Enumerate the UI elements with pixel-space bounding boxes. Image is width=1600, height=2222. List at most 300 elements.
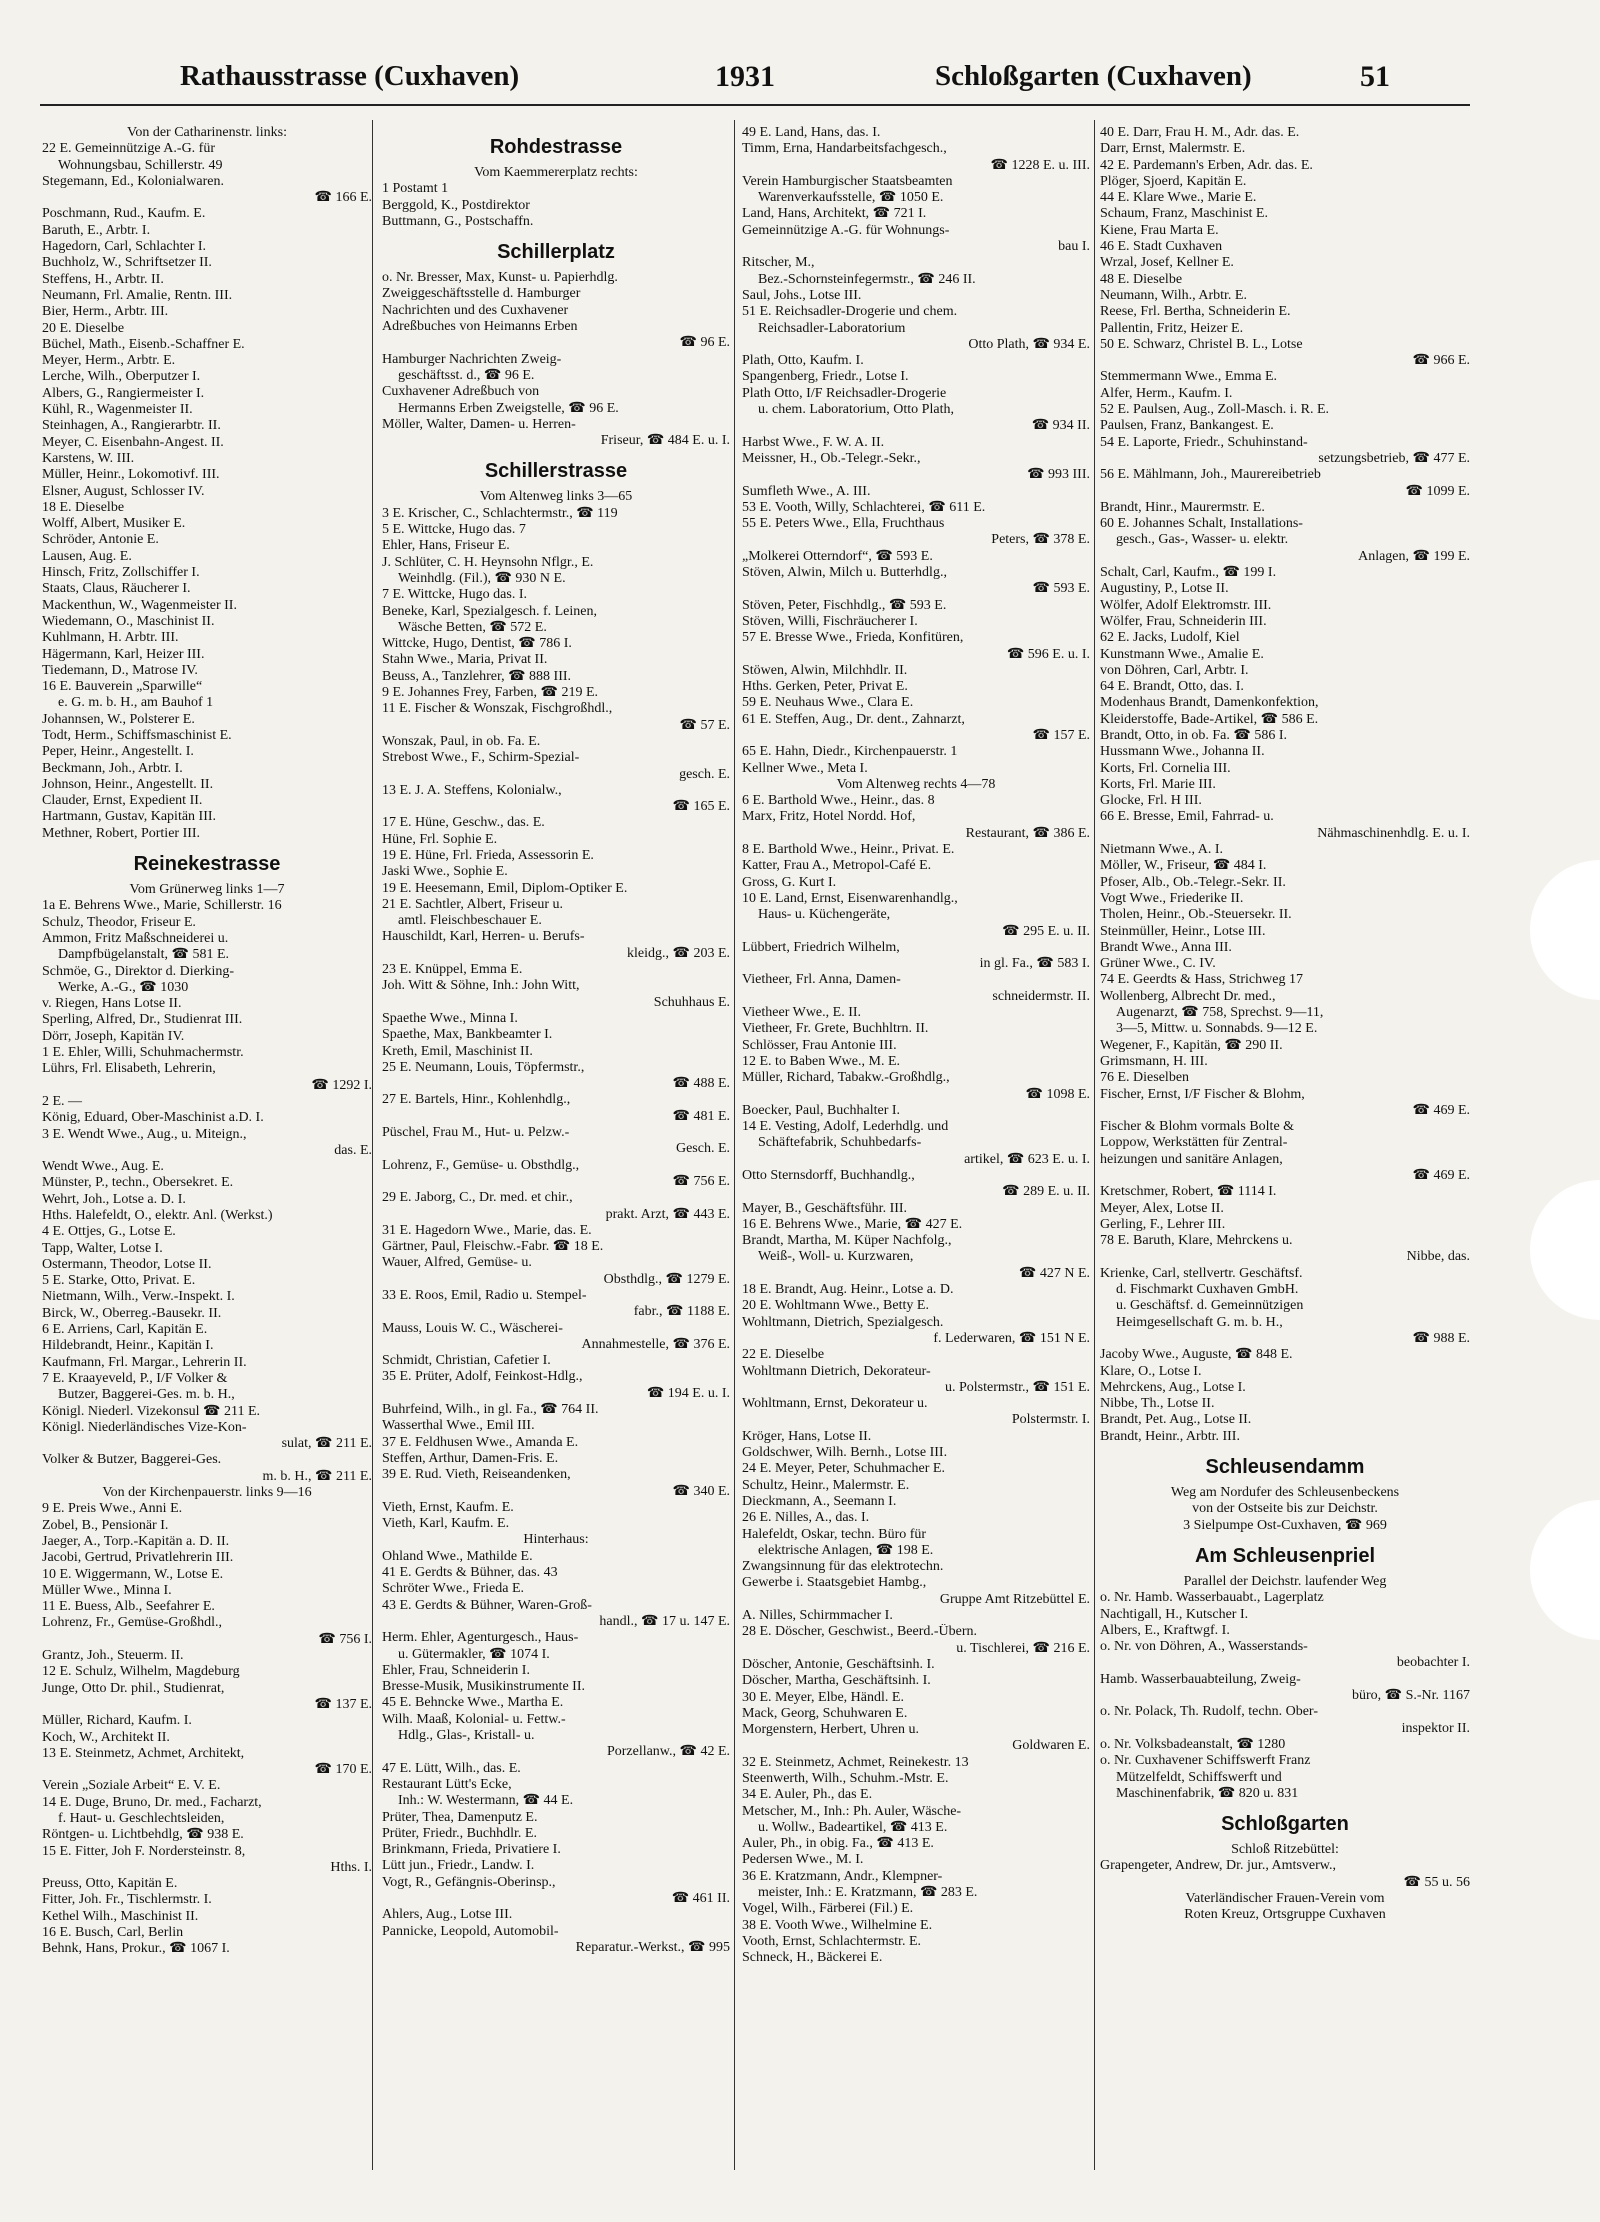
directory-entry: o. Nr. Bresser, Max, Kunst- u. Papierhdlg.	[382, 270, 618, 286]
directory-entry: 60 E. Johannes Schalt, Installations-	[1100, 516, 1303, 532]
column-divider	[734, 120, 735, 2170]
directory-entry: Clauder, Ernst, Expedient II.	[42, 793, 203, 809]
directory-entry: Lohrenz, Fr., Gemüse-Großhdl.,	[42, 1615, 223, 1631]
directory-entry: Vietheer Wwe., E. II.	[742, 1005, 862, 1021]
directory-entry: Hildebrandt, Heinr., Kapitän I.	[42, 1338, 214, 1354]
directory-entry: Schultz, Heinr., Malermstr. E.	[742, 1477, 910, 1493]
directory-entry: Adreßbuches von Heimanns Erben	[382, 319, 578, 335]
directory-entry: Baruth, E., Arbtr. I.	[42, 222, 151, 238]
directory-entry: Dieckmann, A., Seemann I.	[742, 1493, 897, 1509]
directory-entry: 3 E. Krischer, C., Schlachtermstr., ☎ 119	[382, 505, 618, 521]
directory-entry: Kretschmer, Robert, ☎ 1114 I.	[1100, 1184, 1277, 1200]
directory-entry: 47 E. Lütt, Wilh., das. E.	[382, 1760, 521, 1776]
directory-entry: Reparatur.-Werkst., ☎ 995	[575, 1939, 730, 1955]
directory-entry: Neumann, Wilh., Arbtr. E.	[1100, 287, 1247, 303]
directory-entry: 13 E. J. A. Steffens, Kolonialw.,	[382, 782, 562, 798]
directory-entry: Restaurant Lütt's Ecke,	[382, 1776, 512, 1792]
directory-entry: 1 E. Ehler, Willi, Schuhmachermstr.	[42, 1045, 244, 1061]
directory-entry: Vooth, Ernst, Schlachtermstr. E.	[742, 1933, 921, 1949]
directory-entry: Darr, Ernst, Malermstr. E.	[1100, 141, 1246, 157]
street-heading: Schloßgarten	[1221, 1813, 1349, 1836]
directory-entry: meister, Inh.: E. Kratzmann, ☎ 283 E.	[758, 1885, 978, 1901]
directory-entry: 49 E. Land, Hans, das. I.	[742, 125, 881, 140]
directory-entry: Hauschildt, Karl, Herren- u. Berufs-	[382, 929, 585, 945]
directory-entry: Buchholz, W., Schriftsetzer II.	[42, 255, 212, 271]
directory-entry: 2 E. —	[42, 1093, 83, 1109]
directory-entry: ☎ 966 E.	[1412, 353, 1470, 369]
directory-entry: „Molkerei Otterndorf“, ☎ 593 E.	[742, 548, 933, 564]
directory-entry: Sperling, Alfred, Dr., Studienrat III.	[42, 1012, 243, 1028]
directory-entry: Brinkmann, Frieda, Privatiere I.	[382, 1842, 561, 1858]
directory-entry: Kleiderstoffe, Bade-Artikel, ☎ 586 E.	[1100, 711, 1319, 727]
directory-entry: 5 E. Starke, Otto, Privat. E.	[42, 1273, 196, 1289]
directory-entry: 12 E. to Baben Wwe., M. E.	[742, 1053, 900, 1069]
directory-entry: Stegemann, Ed., Kolonialwaren.	[42, 173, 224, 189]
directory-entry: Harbst Wwe., F. W. A. II.	[742, 434, 885, 450]
directory-entry: 38 E. Vooth Wwe., Wilhelmine E.	[742, 1917, 933, 1933]
directory-column-4	[1100, 125, 1470, 1924]
directory-entry: 42 E. Pardemann's Erben, Adr. das. E.	[1100, 157, 1313, 173]
directory-entry: Brandt, Martha, M. Küper Nachfolg.,	[742, 1233, 952, 1249]
directory-entry: Alfer, Herm., Kaufm. I.	[1100, 385, 1233, 401]
directory-entry: 7 E. Kraayeveld, P., I/F Volker &	[42, 1370, 228, 1386]
directory-entry: 22 E. Dieselbe	[742, 1347, 825, 1363]
directory-entry: Nietmann Wwe., A. I.	[1100, 842, 1223, 858]
directory-entry: 66 E. Bresse, Emil, Fahrrad- u.	[1100, 809, 1274, 825]
directory-entry: ☎ 340 E.	[672, 1483, 730, 1499]
directory-entry: Steinhagen, A., Rangierarbtr. II.	[42, 418, 221, 434]
directory-entry: 54 E. Laporte, Friedr., Schuhinstand-	[1100, 434, 1308, 450]
directory-entry: büro, ☎ S.-Nr. 1167	[1351, 1688, 1470, 1704]
directory-entry: u. Tischlerei, ☎ 216 E.	[956, 1640, 1090, 1656]
directory-entry: Schmöe, G., Direktor d. Dierking-	[42, 963, 235, 979]
directory-entry: 20 E. Dieselbe	[42, 320, 125, 336]
directory-entry: ☎ 165 E.	[672, 799, 730, 815]
directory-entry: 32 E. Steinmetz, Achmet, Reinekestr. 13	[742, 1754, 969, 1770]
directory-entry: Ammon, Fritz Maßschneiderei u.	[42, 930, 229, 946]
directory-entry: Goldschwer, Wilh. Bernh., Lotse III.	[742, 1445, 948, 1461]
directory-entry: o. Nr. Polack, Th. Rudolf, techn. Ober-	[1100, 1704, 1318, 1720]
directory-entry: Johannsen, W., Polsterer E.	[42, 711, 195, 727]
directory-entry: 74 E. Geerdts & Hass, Strichweg 17	[1100, 972, 1303, 988]
directory-entry: 35 E. Prüter, Adolf, Feinkost-Hdlg.,	[382, 1369, 583, 1385]
directory-entry: amtl. Fleischbeschauer E.	[398, 913, 542, 929]
directory-entry: Joh. Witt & Söhne, Inh.: John Witt,	[382, 978, 580, 994]
directory-entry: Verein Hamburgischer Staatsbeamten	[742, 173, 953, 189]
directory-entry: Zobel, B., Pensionär I.	[42, 1517, 169, 1533]
street-heading: Reinekestrasse	[133, 853, 281, 876]
directory-entry: Stöven, Willi, Fischräucherer I.	[742, 613, 918, 629]
directory-entry: Zweiggeschäftsstelle d. Hamburger	[382, 286, 581, 302]
directory-entry: ☎ 756 E.	[672, 1173, 730, 1189]
directory-entry: 18 E. Brandt, Aug. Heinr., Lotse a. D.	[742, 1282, 954, 1298]
directory-entry: Metscher, M., Inh.: Ph. Auler, Wäsche-	[742, 1803, 962, 1819]
directory-entry: Tholen, Heinr., Ob.-Steuersekr. II.	[1100, 907, 1292, 923]
directory-entry: Kiene, Frau Marta E.	[1100, 222, 1219, 238]
directory-entry: prakt. Arzt, ☎ 443 E.	[605, 1206, 730, 1222]
directory-entry: Lausen, Aug. E.	[42, 548, 132, 564]
directory-entry: Nietmann, Wilh., Verw.-Inspekt. I.	[42, 1289, 235, 1305]
directory-entry: gesch., Gas-, Wasser- u. elektr.	[1116, 532, 1289, 548]
directory-entry: Schmidt, Christian, Cafetier I.	[382, 1353, 551, 1369]
directory-entry: Von der Kirchenpauerstr. links 9—16	[102, 1485, 312, 1501]
directory-entry: Hths. I.	[330, 1859, 372, 1875]
directory-entry: Augustiny, P., Lotse II.	[1100, 581, 1229, 597]
directory-entry: Hdlg., Glas-, Kristall- u.	[398, 1728, 535, 1744]
directory-entry: Nachrichten und des Cuxhavener	[382, 302, 569, 318]
directory-entry: Zwangsinnung für das elektrotechn.	[742, 1559, 944, 1575]
directory-column-3	[742, 125, 1090, 1967]
directory-entry: 6 E. Arriens, Carl, Kapitän E.	[42, 1322, 208, 1338]
directory-entry: Haus- u. Küchengeräte,	[758, 907, 891, 923]
binder-hole	[1530, 1500, 1600, 1640]
directory-entry: Meyer, Herm., Arbtr. E.	[42, 353, 176, 369]
directory-entry: 12 E. Schulz, Wilhelm, Magdeburg	[42, 1664, 240, 1680]
directory-entry: ☎ 596 E. u. I.	[1006, 646, 1090, 662]
directory-entry: Sumfleth Wwe., A. III.	[742, 483, 871, 499]
directory-entry: Spaethe, Max, Bankbeamter I.	[382, 1027, 553, 1043]
directory-entry: 61 E. Steffen, Aug., Dr. dent., Zahnarzt,	[742, 711, 965, 727]
directory-entry: Mehrckens, Aug., Lotse I.	[1100, 1379, 1246, 1395]
directory-entry: Ritscher, M.,	[742, 255, 815, 271]
directory-entry: ☎ 1228 E. u. III.	[990, 157, 1090, 173]
directory-entry: Stöven, Peter, Fischhdlg., ☎ 593 E.	[742, 597, 947, 613]
directory-entry: Brandt Wwe., Anna III.	[1100, 939, 1232, 955]
directory-entry: 30 E. Meyer, Elbe, Händl. E.	[742, 1689, 904, 1705]
directory-entry: Ahlers, Aug., Lotse III.	[382, 1907, 513, 1923]
directory-entry: Pfoser, Alb., Ob.-Telegr.-Sekr. II.	[1100, 874, 1286, 890]
directory-entry: Meyer, C. Eisenbahn-Angest. II.	[42, 434, 224, 450]
directory-entry: Verein „Soziale Arbeit“ E. V. E.	[42, 1778, 221, 1794]
directory-entry: Müller, Richard, Tabakw.-Großhdlg.,	[742, 1070, 950, 1086]
directory-entry: 16 E. Behrens Wwe., Marie, ☎ 427 E.	[742, 1216, 963, 1232]
directory-entry: Staats, Claus, Räucherer I.	[42, 581, 191, 597]
directory-entry: 6 E. Barthold Wwe., Heinr., das. 8	[742, 793, 935, 809]
directory-entry: f. Lederwaren, ☎ 151 N E.	[933, 1330, 1090, 1346]
directory-entry: ☎ 194 E. u. I.	[646, 1385, 730, 1401]
directory-entry: 31 E. Hagedorn Wwe., Marie, das. E.	[382, 1222, 592, 1238]
directory-entry: 3 Sielpumpe Ost-Cuxhaven, ☎ 969	[1183, 1517, 1387, 1533]
directory-entry: ☎ 1098 E.	[1025, 1086, 1090, 1102]
directory-entry: Vom Altenweg rechts 4—78	[836, 776, 996, 792]
directory-entry: Stöven, Alwin, Milch u. Butterhdlg.,	[742, 565, 947, 581]
directory-entry: 16 E. Busch, Carl, Berlin	[42, 1925, 184, 1941]
directory-entry: v. Riegen, Hans Lotse II.	[42, 996, 182, 1012]
directory-entry: Prüter, Thea, Damenputz E.	[382, 1809, 538, 1825]
directory-entry: 25 E. Neumann, Louis, Töpfermstr.,	[382, 1059, 585, 1075]
directory-entry: Loppow, Werkstätten für Zentral-	[1100, 1135, 1288, 1151]
directory-entry: Wohnungsbau, Schillerstr. 49	[58, 157, 223, 173]
directory-entry: Marx, Fritz, Hotel Nordd. Hof,	[742, 809, 916, 825]
directory-entry: Steffen, Arthur, Damen-Fris. E.	[382, 1450, 559, 1466]
directory-entry: 37 E. Feldhusen Wwe., Amanda E.	[382, 1434, 579, 1450]
directory-entry: 1a E. Behrens Wwe., Marie, Schillerstr. 16	[42, 898, 282, 914]
directory-entry: ☎ 170 E.	[314, 1762, 372, 1778]
directory-entry: 34 E. Auler, Ph., das E.	[742, 1787, 873, 1803]
directory-entry: Königl. Niederländisches Vize-Kon-	[42, 1419, 247, 1435]
directory-entry: Möller, W., Friseur, ☎ 484 I.	[1100, 858, 1267, 874]
directory-entry: Johnson, Heinr., Angestellt. II.	[42, 776, 214, 792]
directory-entry: ☎ 461 II.	[671, 1890, 730, 1906]
directory-entry: Mack, Georg, Schuhwaren E.	[742, 1705, 908, 1721]
directory-entry: von Döhren, Carl, Arbtr. I.	[1100, 662, 1249, 678]
directory-entry: ☎ 55 u. 56	[1403, 1874, 1470, 1890]
directory-entry: Albers, E., Kraftwgf. I.	[1100, 1622, 1230, 1638]
directory-entry: Anlagen, ☎ 199 E.	[1358, 548, 1470, 564]
directory-entry: 64 E. Brandt, Otto, das. I.	[1100, 679, 1244, 695]
directory-entry: Kröger, Hans, Lotse II.	[742, 1428, 872, 1444]
directory-entry: Wasserthal Wwe., Emil III.	[382, 1418, 535, 1434]
directory-entry: Timm, Erna, Handarbeitsfachgesch.,	[742, 141, 947, 157]
directory-entry: Lübbert, Friedrich Wilhelm,	[742, 939, 900, 955]
directory-entry: Vogt Wwe., Friederike II.	[1100, 890, 1244, 906]
directory-entry: das. E.	[334, 1142, 372, 1158]
directory-entry: Saul, Johs., Lotse III.	[742, 287, 862, 303]
directory-entry: Otto Plath, ☎ 934 E.	[968, 336, 1090, 352]
directory-entry: Goldwaren E.	[1012, 1738, 1090, 1754]
directory-entry: Meyer, Alex, Lotse II.	[1100, 1200, 1224, 1216]
directory-entry: Klare, O., Lotse I.	[1100, 1363, 1202, 1379]
directory-entry: Spangenberg, Friedr., Lotse I.	[742, 369, 909, 385]
directory-entry: Birck, W., Oberreg.-Bausekr. II.	[42, 1305, 222, 1321]
directory-entry: d. Fischmarkt Cuxhaven GmbH.	[1116, 1282, 1299, 1298]
directory-entry: Werke, A.-G., ☎ 1030	[58, 979, 189, 995]
directory-entry: König, Eduard, Ober-Maschinist a.D. I.	[42, 1110, 264, 1126]
directory-entry: Augenarzt, ☎ 758, Sprechst. 9—11,	[1116, 1005, 1324, 1021]
directory-entry: 41 E. Gerdts & Bühner, das. 43	[382, 1565, 558, 1581]
directory-entry: f. Haut- u. Geschlechtsleiden,	[58, 1810, 225, 1826]
directory-entry: Grimsmann, H. III.	[1100, 1053, 1208, 1069]
directory-entry: Hamburger Nachrichten Zweig-	[382, 351, 562, 367]
directory-entry: Wölfer, Frau, Schneiderin III.	[1100, 613, 1267, 629]
directory-entry: Gärtner, Paul, Fleischw.-Fabr. ☎ 18 E.	[382, 1239, 604, 1255]
directory-entry: 29 E. Jaborg, C., Dr. med. et chir.,	[382, 1190, 573, 1206]
directory-entry: inspektor II.	[1401, 1720, 1470, 1736]
directory-entry: Fischer, Ernst, I/F Fischer & Blohm,	[1100, 1086, 1305, 1102]
directory-entry: Gross, G. Kurt I.	[742, 874, 837, 890]
directory-entry: ☎ 988 E.	[1412, 1330, 1470, 1346]
page-number: 51	[1360, 60, 1390, 93]
directory-entry: Wendt Wwe., Aug. E.	[42, 1159, 164, 1175]
directory-entry: Grapengeter, Andrew, Dr. jur., Amtsverw.,	[1100, 1858, 1336, 1874]
directory-entry: Elsner, August, Schlosser IV.	[42, 483, 205, 499]
directory-entry: Hagedorn, Carl, Schlachter I.	[42, 239, 207, 255]
directory-entry: Buttmann, G., Postschaffn.	[382, 213, 534, 229]
header-rule	[40, 104, 1470, 106]
directory-entry: Pallentin, Fritz, Heizer E.	[1100, 320, 1244, 336]
directory-entry: Roten Kreuz, Ortsgruppe Cuxhaven	[1184, 1907, 1386, 1923]
directory-entry: Hüne, Frl. Sophie E.	[382, 831, 498, 847]
directory-entry: Wolff, Albert, Musiker E.	[42, 516, 186, 532]
column-divider	[372, 120, 373, 2170]
street-heading: Am Schleusenpriel	[1194, 1544, 1376, 1567]
directory-entry: Jaski Wwe., Sophie E.	[382, 864, 508, 880]
directory-entry: Meissner, H., Ob.-Telegr.-Sekr.,	[742, 450, 921, 466]
directory-entry: Steinmüller, Heinr., Lotse III.	[1100, 923, 1266, 939]
directory-entry: Halefeldt, Oskar, techn. Büro für	[742, 1526, 927, 1542]
directory-entry: Hartmann, Gustav, Kapitän III.	[42, 809, 217, 825]
directory-entry: Stöwen, Alwin, Milchhdlr. II.	[742, 662, 908, 678]
directory-entry: Albers, G., Rangiermeister I.	[42, 385, 205, 401]
directory-entry: Schulz, Theodor, Friseur E.	[42, 914, 196, 930]
directory-entry: 56 E. Mählmann, Joh., Maurereibetrieb	[1100, 467, 1321, 483]
directory-entry: Glocke, Frl. H III.	[1100, 793, 1202, 809]
directory-entry: Katter, Frau A., Metropol-Café E.	[742, 858, 932, 874]
directory-entry: ☎ 289 E. u. II.	[1002, 1184, 1090, 1200]
directory-entry: Wohltmann Dietrich, Dekorateur-	[742, 1363, 931, 1379]
street-heading: Schillerplatz	[497, 241, 615, 264]
directory-entry: Steenwerth, Wilh., Schuhm.-Mstr. E.	[742, 1770, 949, 1786]
directory-entry: Vom Kaemmererplatz rechts:	[474, 165, 638, 180]
directory-entry: Schäftefabrik, Schuhbedarfs-	[758, 1135, 922, 1151]
directory-entry: 28 E. Döscher, Geschwist., Beerd.-Übern.	[742, 1624, 978, 1640]
directory-entry: Plath Otto, I/F Reichsadler-Drogerie	[742, 385, 947, 401]
directory-entry: Hths. Gerken, Peter, Privat E.	[742, 679, 908, 695]
directory-entry: kleidg., ☎ 203 E.	[627, 945, 730, 961]
directory-entry: 14 E. Vesting, Adolf, Lederhdlg. und	[742, 1119, 949, 1135]
directory-entry: Buhrfeind, Wilh., in gl. Fa., ☎ 764 II.	[382, 1402, 599, 1418]
directory-entry: Korts, Frl. Marie III.	[1100, 776, 1216, 792]
directory-entry: artikel, ☎ 623 E. u. I.	[964, 1151, 1090, 1167]
directory-entry: handl., ☎ 17 u. 147 E.	[599, 1613, 730, 1629]
directory-entry: 26 E. Nilles, A., das. I.	[742, 1510, 870, 1526]
directory-entry: von der Ostseite bis zur Deichstr.	[1192, 1501, 1378, 1517]
directory-entry: Müller, Richard, Kaufm. I.	[42, 1713, 192, 1729]
directory-entry: Mauss, Louis W. C., Wäscherei-	[382, 1320, 563, 1336]
directory-entry: Hermanns Erben Zweigstelle, ☎ 96 E.	[398, 400, 619, 416]
directory-entry: Röntgen- u. Lichtbehdlg, ☎ 938 E.	[42, 1827, 244, 1843]
street-heading: Schillerstrasse	[484, 460, 628, 483]
directory-entry: 50 E. Schwarz, Christel B. L., Lotse	[1100, 336, 1303, 352]
directory-entry: 10 E. Land, Ernst, Eisenwarenhandlg.,	[742, 890, 958, 906]
directory-entry: 62 E. Jacks, Ludolf, Kiel	[1100, 630, 1240, 646]
directory-entry: ☎ 96 E.	[679, 335, 730, 351]
directory-entry: ☎ 481 E.	[672, 1108, 730, 1124]
directory-entry: 11 E. Fischer & Wonszak, Fischgroßhdl.,	[382, 701, 613, 717]
directory-entry: 65 E. Hahn, Diedr., Kirchenpauerstr. 1	[742, 744, 958, 760]
directory-entry: Mayer, B., Geschäftsführ. III.	[742, 1200, 908, 1216]
directory-entry: Stemmermann Wwe., Emma E.	[1100, 369, 1278, 385]
directory-entry: Pedersen Wwe., M. I.	[742, 1852, 864, 1868]
directory-entry: m. b. H., ☎ 211 E.	[262, 1468, 372, 1484]
directory-entry: 48 E. Dieselbe	[1100, 271, 1183, 287]
directory-entry: ☎ 57 E.	[679, 717, 730, 733]
directory-entry: Lührs, Frl. Elisabeth, Lehrerin,	[42, 1061, 216, 1077]
directory-entry: gesch. E.	[679, 766, 730, 782]
directory-entry: 18 E. Dieselbe	[42, 499, 125, 515]
directory-entry: 8 E. Barthold Wwe., Heinr., Privat. E.	[742, 842, 955, 858]
directory-entry: Königl. Niederl. Vizekonsul ☎ 211 E.	[42, 1403, 261, 1419]
directory-entry: 59 E. Neuhaus Wwe., Clara E.	[742, 695, 914, 711]
directory-entry: Maschinenfabrik, ☎ 820 u. 831	[1116, 1785, 1299, 1801]
directory-entry: Wauer, Alfred, Gemüse- u.	[382, 1255, 532, 1271]
directory-entry: Lütt jun., Friedr., Landw. I.	[382, 1858, 535, 1874]
directory-entry: Nähmaschinenhdlg. E. u. I.	[1317, 825, 1470, 841]
directory-entry: Neumann, Frl. Amalie, Rentn. III.	[42, 287, 233, 303]
directory-entry: Vieth, Karl, Kaufm. E.	[382, 1516, 510, 1532]
directory-entry: Vietheer, Frl. Anna, Damen-	[742, 972, 901, 988]
directory-entry: 24 E. Meyer, Peter, Schuhmacher E.	[742, 1461, 945, 1477]
directory-entry: Müller Wwe., Minna I.	[42, 1582, 172, 1598]
directory-entry: Schuhhaus E.	[653, 994, 730, 1010]
directory-entry: Todt, Herm., Schiffsmaschinist E.	[42, 727, 232, 743]
directory-entry: Beneke, Karl, Spezialgesch. f. Leinen,	[382, 603, 597, 619]
directory-entry: Kreth, Emil, Maschinist II.	[382, 1043, 533, 1059]
directory-entry: 53 E. Vooth, Willy, Schlachterei, ☎ 611 E.	[742, 499, 986, 515]
directory-entry: 40 E. Darr, Frau H. M., Adr. das. E.	[1100, 125, 1300, 140]
directory-entry: setzungsbetrieb, ☎ 477 E.	[1318, 450, 1470, 466]
directory-entry: Jaeger, A., Torp.-Kapitän a. D. II.	[42, 1533, 230, 1549]
directory-entry: elektrische Anlagen, ☎ 198 E.	[758, 1542, 934, 1558]
directory-entry: Wäsche Betten, ☎ 572 E.	[398, 619, 547, 635]
directory-entry: in gl. Fa., ☎ 583 I.	[979, 956, 1090, 972]
directory-entry: Boecker, Paul, Buchhalter I.	[742, 1102, 901, 1118]
directory-entry: beobachter I.	[1396, 1655, 1470, 1671]
directory-entry: Wölfer, Adolf Elektromstr. III.	[1100, 597, 1272, 613]
directory-entry: ☎ 295 E. u. II.	[1002, 923, 1090, 939]
directory-entry: Mackenthun, W., Wagenmeister II.	[42, 597, 237, 613]
directory-entry: Butzer, Baggerei-Ges. m. b. H.,	[58, 1387, 235, 1403]
directory-entry: Strebost Wwe., F., Schirm-Spezial-	[382, 750, 580, 766]
directory-entry: 3—5, Mittw. u. Sonnabds. 9—12 E.	[1116, 1021, 1318, 1037]
directory-entry: Beckmann, Joh., Arbtr. I.	[42, 760, 183, 776]
directory-entry: u. Gütermakler, ☎ 1074 I.	[398, 1646, 550, 1662]
directory-entry: Prüter, Friedr., Buchhdlr. E.	[382, 1825, 537, 1841]
directory-entry: 36 E. Kratzmann, Andr., Klempner-	[742, 1868, 943, 1884]
directory-entry: Vom Grünerweg links 1—7	[129, 882, 285, 898]
directory-entry: Von der Catharinenstr. links:	[127, 125, 287, 140]
directory-entry: Gesch. E.	[675, 1141, 730, 1157]
directory-entry: Vom Altenweg links 3—65	[479, 489, 633, 505]
directory-entry: Warenverkaufsstelle, ☎ 1050 E.	[758, 190, 944, 206]
directory-entry: Schlösser, Frau Antonie III.	[742, 1037, 897, 1053]
directory-entry: e. G. m. b. H., am Bauhof 1	[58, 695, 214, 711]
directory-entry: J. Schlüter, C. H. Heynsohn Nflgr., E.	[382, 554, 594, 570]
directory-entry: Kellner Wwe., Meta I.	[742, 760, 868, 776]
directory-entry: Junge, Otto Dr. phil., Studienrat,	[42, 1680, 225, 1696]
directory-entry: 9 E. Johannes Frey, Farben, ☎ 219 E.	[382, 685, 598, 701]
directory-entry: Auler, Ph., in obig. Fa., ☎ 413 E.	[742, 1836, 934, 1852]
directory-entry: Fischer & Blohm vormals Bolte &	[1100, 1119, 1295, 1135]
directory-entry: Berggold, K., Postdirektor	[382, 197, 530, 213]
directory-entry: ☎ 593 E.	[1032, 581, 1090, 597]
directory-entry: Ehler, Hans, Friseur E.	[382, 538, 510, 554]
directory-entry: ☎ 427 N E.	[1018, 1265, 1090, 1281]
directory-entry: o. Nr. Cuxhavener Schiffswerft Franz	[1100, 1753, 1311, 1769]
directory-entry: 9 E. Preis Wwe., Anni E.	[42, 1501, 183, 1517]
directory-entry: 46 E. Stadt Cuxhaven	[1100, 239, 1223, 255]
binder-hole	[1530, 1180, 1600, 1320]
directory-entry: Weg am Nordufer des Schleusenbeckens	[1170, 1485, 1400, 1501]
directory-entry: 16 E. Bauverein „Sparwille“	[42, 679, 203, 695]
directory-entry: Kaufmann, Frl. Margar., Lehrerin II.	[42, 1354, 247, 1370]
right-running-title: Schloßgarten (Cuxhaven)	[935, 60, 1252, 92]
directory-entry: Ohland Wwe., Mathilde E.	[382, 1548, 533, 1564]
street-heading: Rohdestrasse	[489, 136, 623, 158]
directory-entry: 76 E. Dieselben	[1100, 1070, 1190, 1086]
directory-entry: ☎ 166 E.	[314, 190, 372, 206]
directory-entry: u. Geschäftsf. d. Gemeinnützigen	[1116, 1298, 1304, 1314]
directory-entry: Jacobi, Gertrud, Privatlehrerin III.	[42, 1550, 234, 1566]
directory-entry: u. chem. Laboratorium, Otto Plath,	[758, 402, 954, 418]
directory-entry: Mützelfeldt, Schiffswerft und	[1116, 1769, 1282, 1785]
directory-entry: 22 E. Gemeinnützige A.-G. für	[42, 141, 216, 157]
directory-entry: Wehrt, Joh., Lotse a. D. I.	[42, 1191, 186, 1207]
directory-entry: Ostermann, Theodor, Lotse II.	[42, 1256, 212, 1272]
year-heading: 1931	[715, 60, 775, 93]
directory-entry: Wegener, F., Kapitän, ☎ 290 II.	[1100, 1037, 1283, 1053]
directory-entry: Büchel, Math., Eisenb.-Schaffner E.	[42, 336, 245, 352]
